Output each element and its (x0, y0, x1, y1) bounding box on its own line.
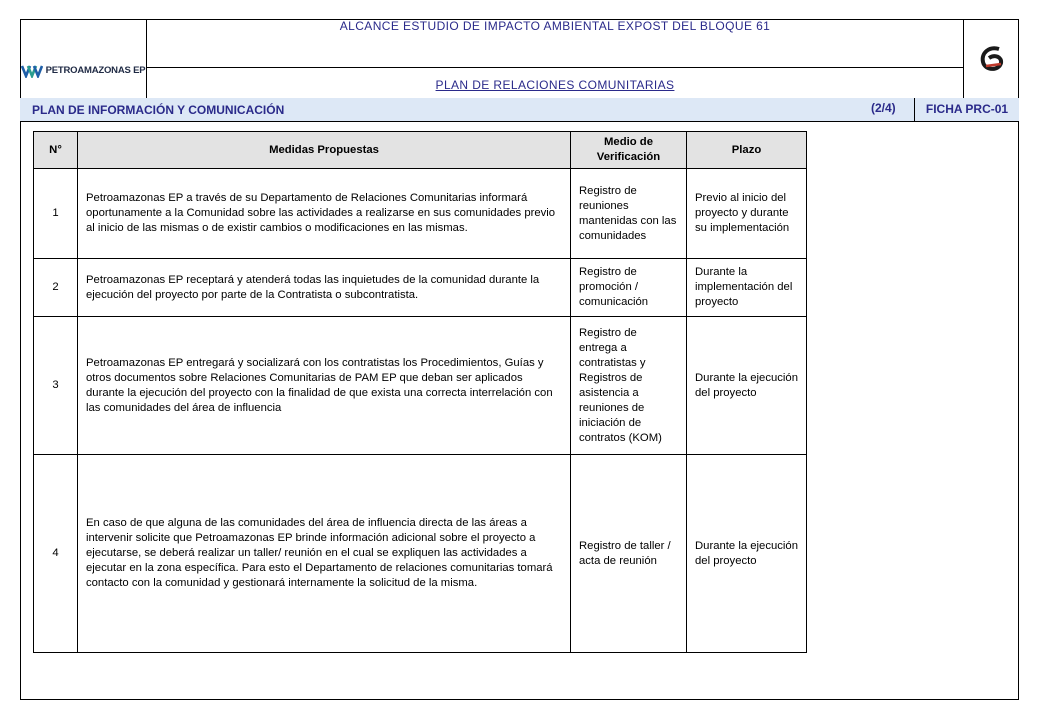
table-header-row (34, 132, 807, 169)
document-subtitle: PLAN DE RELACIONES COMUNITARIAS (435, 78, 675, 92)
company-name: PETROAMAZONAS EP (45, 65, 146, 76)
row-verification: Registro de entrega a contratistas y Registros de asistencia a reuniones de iniciación de contratos (KOM) (571, 317, 687, 455)
row-number: 3 (34, 317, 78, 455)
row-number: 4 (34, 455, 78, 653)
title-row (147, 19, 963, 68)
row-verification: Registro de taller / acta de reunión (571, 455, 687, 653)
row-measure: Petroamazonas EP a través de su Departamento de Relaciones Comunitarias informará oportunamente a la Comunidad sobre las actividades a realizarse en sus comunidades previo al inicio de las mismas o de existir cambios o modificaciones en las mismas. (78, 169, 571, 259)
row-verification: Registro de reuniones mantenidas con las comunidades (571, 169, 687, 259)
row-measure: Petroamazonas EP entregará y socializará con los contratistas los Procedimientos, Guías y otros documentos sobre Relaciones Comunitarias de PAM EP que deban ser aplicados durante la ejecución del proyecto con la finalidad de que exista una correcta interrelación con las comunidades del área de influencia (78, 317, 571, 455)
row-deadline: Durante la ejecución del proyecto (687, 455, 807, 653)
table-row (34, 455, 807, 653)
row-deadline: Previo al inicio del proyecto y durante su implementación (687, 169, 807, 259)
document-title: ALCANCE ESTUDIO DE IMPACTO AMBIENTAL EXPOST DEL BLOQUE 61 (339, 19, 771, 33)
section-bar (20, 98, 1019, 122)
petroamazonas-logo-icon (21, 64, 43, 78)
header-num: N° (34, 132, 78, 169)
header-plazo: Plazo (687, 132, 807, 169)
measures-table (33, 131, 807, 653)
table-row (34, 169, 807, 259)
row-measure: En caso de que alguna de las comunidades del área de influencia directa de las áreas a intervenir solicite que Petroamazonas EP brinde información adicional sobre el proyecto a ejecutarse, se deberá realizar un taller/ reunión en el cual se expliquen las actividades a ejecutar en la zona específica. Para esto el Departamento de relaciones comunitarias tomará contacto con la comunidad y gestionará internamente la solicitud de la misma. (78, 455, 571, 653)
header-medidas: Medidas Propuestas (78, 132, 571, 169)
header-verificacion: Medio de Verificación (571, 132, 687, 169)
row-number: 1 (34, 169, 78, 259)
row-deadline: Durante la implementación del proyecto (687, 259, 807, 317)
right-logo-cell (963, 19, 1019, 98)
page-indicator: (2/4) (871, 101, 896, 115)
row-deadline: Durante la ejecución del proyecto (687, 317, 807, 455)
table-row (34, 317, 807, 455)
section-title: PLAN DE INFORMACIÓN Y COMUNICACIÓN (32, 103, 285, 117)
company-logo (21, 64, 146, 78)
six-logo-icon (977, 44, 1007, 74)
row-verification: Registro de promoción / comunicación (571, 259, 687, 317)
table-row (34, 259, 807, 317)
row-measure: Petroamazonas EP receptará y atenderá todas las inquietudes de la comunidad durante la ejecución del proyecto por parte de la Contratista o subcontratista. (78, 259, 571, 317)
row-number: 2 (34, 259, 78, 317)
ficha-code: FICHA PRC-01 (914, 98, 1019, 122)
